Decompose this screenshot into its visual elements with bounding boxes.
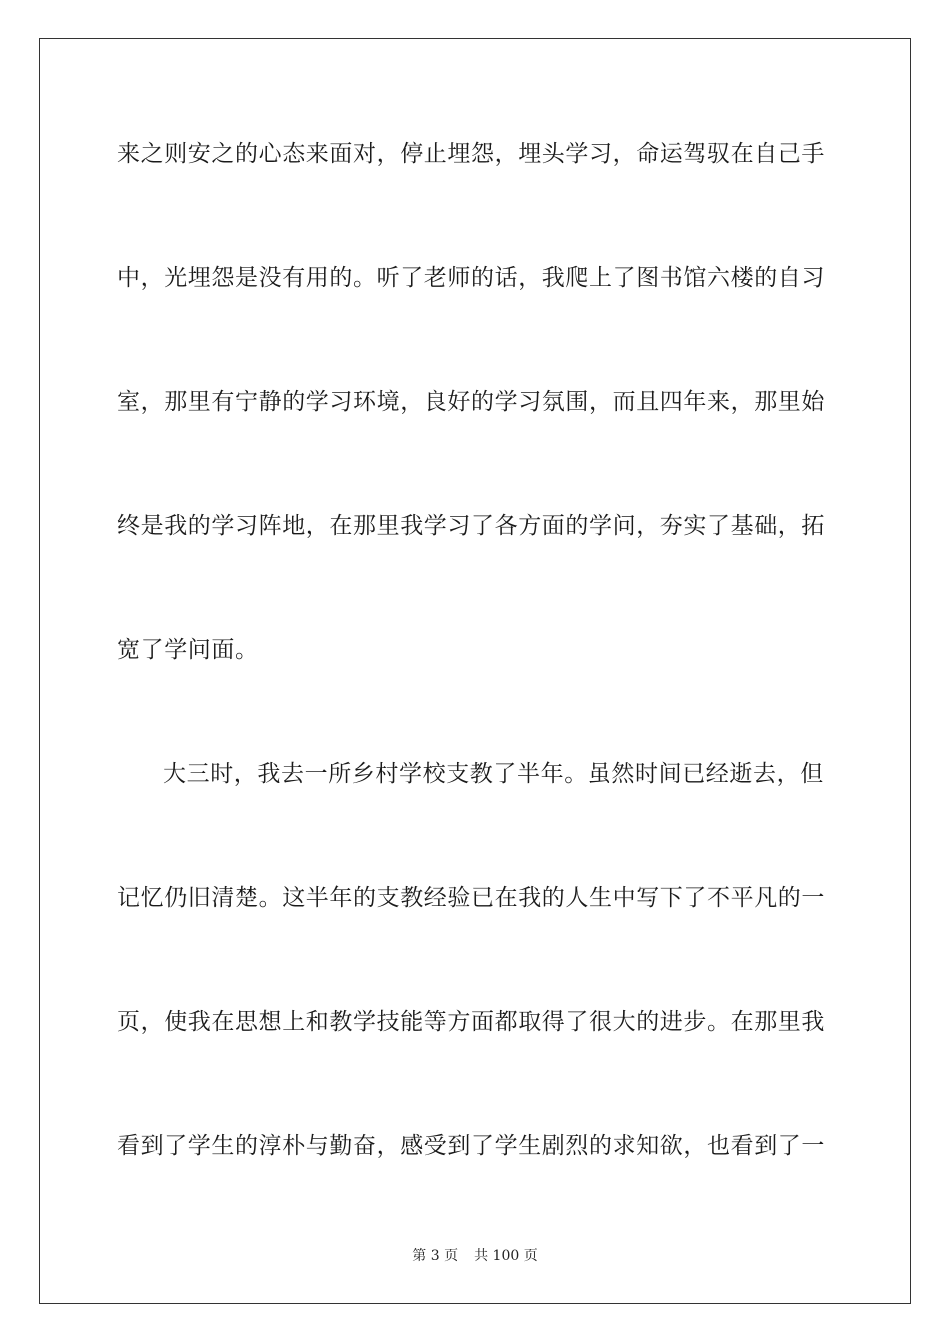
text-line: 中，光埋怨是没有用的。听了老师的话，我爬上了图书馆六楼的自习	[117, 265, 825, 291]
text-line: 页，使我在思想上和教学技能等方面都取得了很大的进步。在那里我	[117, 1009, 825, 1035]
page-border	[39, 38, 911, 1304]
text-line: 室，那里有宁静的学习环境，良好的学习氛围，而且四年来，那里始	[117, 389, 825, 415]
page-footer	[0, 1246, 950, 1266]
paragraph-first-line: 大三时，我去一所乡村学校支教了半年。虽然时间已经逝去，但	[163, 761, 824, 787]
text-line: 终是我的学习阵地，在那里我学习了各方面的学问，夯实了基础，拓	[117, 513, 825, 539]
text-line: 看到了学生的淳朴与勤奋，感受到了学生剧烈的求知欲，也看到了一	[117, 1133, 825, 1159]
page-number: 第 3 页	[412, 1248, 459, 1264]
text-line: 宽了学问面。	[117, 637, 259, 663]
text-line: 来之则安之的心态来面对，停止埋怨，埋头学习，命运驾驭在自己手	[117, 141, 825, 167]
total-pages: 共 100 页	[474, 1248, 538, 1264]
text-line: 记忆仍旧清楚。这半年的支教经验已在我的人生中写下了不平凡的一	[117, 885, 825, 911]
